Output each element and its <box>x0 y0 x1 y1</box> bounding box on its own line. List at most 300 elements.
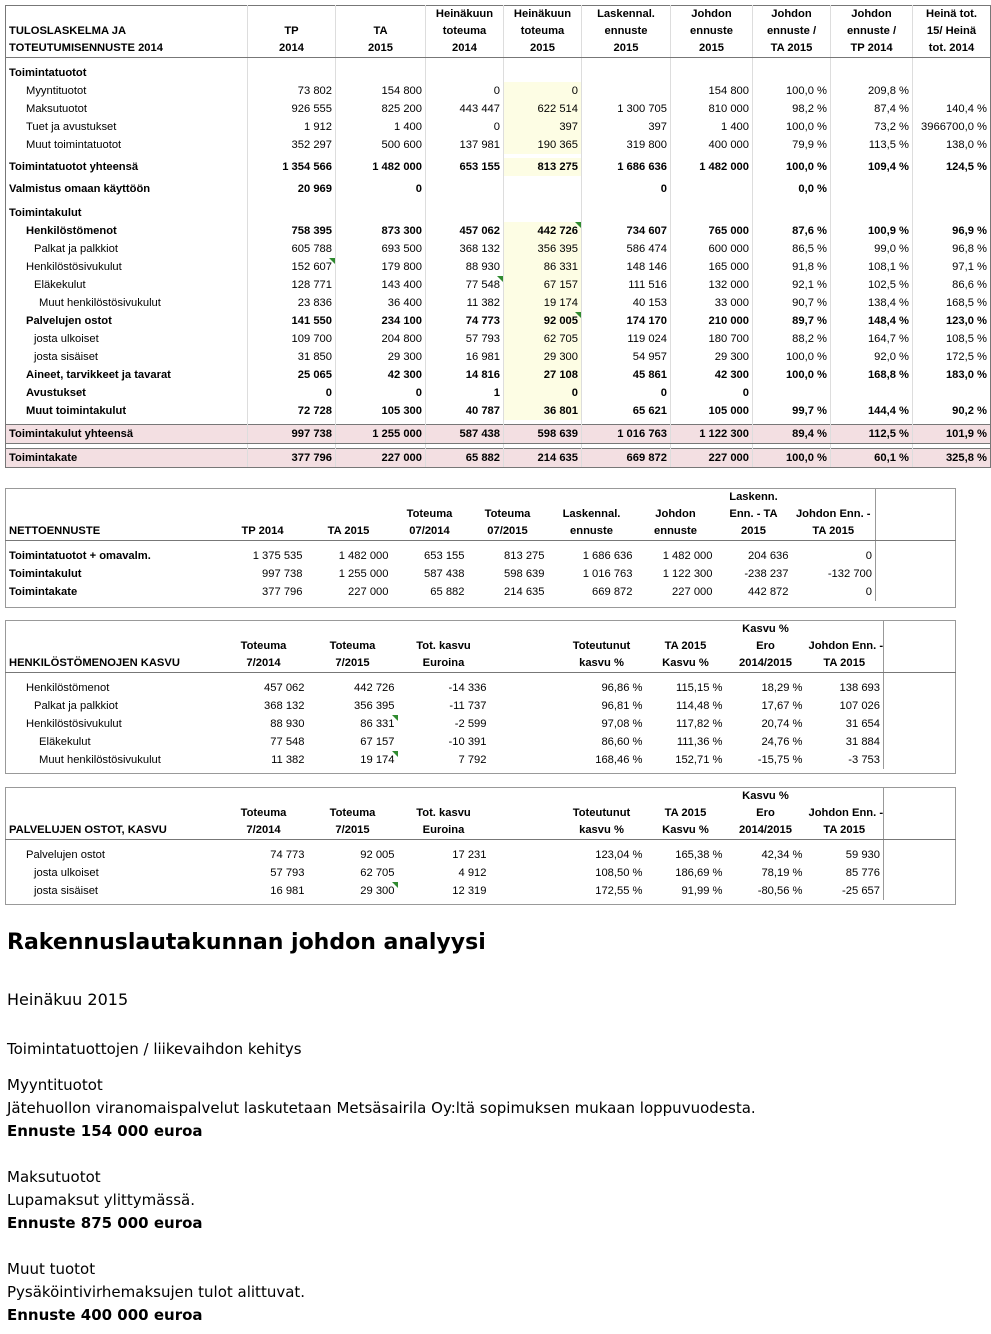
table-row <box>6 733 956 751</box>
total-row <box>6 425 991 444</box>
table-cell <box>306 489 392 507</box>
table-cell: 164,7 % <box>831 330 913 348</box>
row-label: Toimintakate <box>6 449 248 468</box>
table-cell: 0 <box>865 586 872 598</box>
services-growth-body <box>6 788 956 905</box>
table-cell: 1 686 636 <box>582 550 633 562</box>
table-cell <box>504 204 582 222</box>
table-cell: 123,04 % <box>595 849 643 861</box>
total-row <box>6 158 991 176</box>
analysis-line: Lupamaksut ylittymässä. <box>7 1191 196 1209</box>
table-cell: Johdon <box>753 6 831 24</box>
table-cell: 0 <box>336 384 426 402</box>
table-cell: 141 550 <box>248 312 336 330</box>
table-cell: 227 000 <box>672 586 713 598</box>
table-cell: 86,60 % <box>601 736 643 748</box>
table-cell: 90,7 % <box>753 294 831 312</box>
table-cell <box>913 204 991 222</box>
table-cell: Euroina <box>398 822 490 840</box>
header-row <box>6 40 991 58</box>
table-cell: 154 800 <box>336 82 426 100</box>
table-cell: 214 635 <box>504 449 582 468</box>
table-cell: 23 836 <box>248 294 336 312</box>
header-row <box>6 523 956 541</box>
table-cell: -3 753 <box>848 754 880 766</box>
table-cell: 07/2014 <box>392 523 468 541</box>
table-cell: 74 773 <box>270 849 305 861</box>
table-cell <box>336 204 426 222</box>
services-growth-table <box>5 787 956 905</box>
table-cell <box>831 384 913 402</box>
total-row <box>6 449 991 468</box>
table-cell: 997 738 <box>248 425 336 444</box>
table-cell: 442 726 <box>354 682 395 694</box>
table-row <box>6 258 991 276</box>
table-cell: Johdon Enn. - <box>808 640 884 652</box>
analysis-line: Ennuste 875 000 euroa <box>7 1214 203 1232</box>
table-cell: 138 693 <box>839 682 880 694</box>
table-cell: 152 607 <box>248 258 336 276</box>
table-cell <box>336 6 426 24</box>
table-cell: 29 300 <box>308 882 398 900</box>
table-cell <box>646 788 726 806</box>
table-cell: toteuma <box>504 23 582 40</box>
table-cell <box>884 846 956 864</box>
table-row <box>6 565 956 583</box>
table-cell: 1 354 566 <box>248 158 336 176</box>
table-cell <box>490 679 558 697</box>
analysis-line: Pysäköintivirhemaksujen tulot alittuvat. <box>7 1283 306 1301</box>
table-cell: 368 132 <box>264 700 305 712</box>
header-row <box>6 489 956 507</box>
header-row <box>6 655 956 673</box>
header-row <box>6 506 956 523</box>
table-cell <box>468 489 548 507</box>
table-cell: 65 621 <box>582 402 671 420</box>
table-cell: Toteutunut <box>572 807 631 819</box>
table-cell: Toteuma <box>240 807 287 819</box>
section-label-row <box>6 64 991 82</box>
table-cell: 0 <box>504 384 582 402</box>
personnel-growth-body <box>6 621 956 774</box>
table-cell: 397 <box>582 118 671 136</box>
table-cell: 14 816 <box>426 366 504 384</box>
table-cell <box>490 805 558 822</box>
table-cell <box>884 697 956 715</box>
table-cell: 0,0 % <box>753 180 831 198</box>
table-cell: Kasvu % <box>742 623 789 635</box>
row-label: Palkat ja palkkiot <box>34 700 118 712</box>
row-label: Muut henkilöstösivukulut <box>39 297 161 309</box>
table-cell: -10 391 <box>448 736 487 748</box>
table-cell: 91,99 % <box>681 885 723 897</box>
table-cell: 442 872 <box>748 586 789 598</box>
table-cell: -80,56 % <box>757 885 803 897</box>
table-cell: 500 600 <box>336 136 426 154</box>
table-cell: 105 000 <box>671 402 753 420</box>
table-cell <box>831 204 913 222</box>
table-cell: 209,8 % <box>831 82 913 100</box>
table-cell: Toteutunut <box>572 640 631 652</box>
table-cell: 97,1 % <box>913 258 991 276</box>
row-label: Aineet, tarvikkeet ja tavarat <box>26 369 171 381</box>
table-cell: 88,2 % <box>753 330 831 348</box>
header-row <box>6 621 956 639</box>
table-cell: 96,8 % <box>913 240 991 258</box>
table-cell: Toteuma <box>329 640 376 652</box>
table-cell: 186,69 % <box>675 867 723 879</box>
table-cell <box>876 523 956 541</box>
table-cell: 73 802 <box>248 82 336 100</box>
table-cell: 115,15 % <box>676 682 723 694</box>
table-cell: Laskenn. <box>729 491 778 503</box>
table-cell: Johdon <box>655 508 696 520</box>
table-cell: 101,9 % <box>913 425 991 444</box>
table-cell <box>308 788 398 806</box>
table-cell: ennuste / <box>831 23 913 40</box>
table-cell: TA 2015 <box>306 523 392 541</box>
table-cell: Johdon Enn. - <box>808 807 884 819</box>
row-label: josta sisäiset <box>34 885 99 897</box>
table-cell: 111,36 % <box>676 736 723 748</box>
table-cell: 148 146 <box>582 258 671 276</box>
table-cell: 227 000 <box>348 586 389 598</box>
table-cell: 168,8 % <box>831 366 913 384</box>
table-cell <box>884 715 956 733</box>
table-row <box>6 366 991 384</box>
table-cell: 113,5 % <box>831 136 913 154</box>
table-cell: 33 000 <box>671 294 753 312</box>
table-cell: 11 382 <box>426 294 504 312</box>
table-cell <box>490 621 558 639</box>
table-cell: 227 000 <box>336 449 426 468</box>
table-cell: 59 930 <box>845 849 880 861</box>
table-cell: 356 395 <box>504 240 582 258</box>
table-cell: 997 738 <box>262 568 303 580</box>
table-cell: 0 <box>504 82 582 100</box>
table-cell <box>398 788 490 806</box>
table-cell: 29 300 <box>336 348 426 366</box>
table-cell: 2014/2015 <box>726 822 806 840</box>
table-cell <box>248 64 336 82</box>
table-cell: 100,0 % <box>753 118 831 136</box>
table-cell: TA 2015 <box>806 822 884 840</box>
table-cell: TP 2014 <box>831 40 913 58</box>
table-cell: 96,9 % <box>913 222 991 240</box>
table-cell: 19 174 <box>308 751 398 769</box>
table-cell: 98,2 % <box>753 100 831 118</box>
table-cell: 17 231 <box>452 849 487 861</box>
table-cell: 7/2014 <box>220 655 308 673</box>
analysis-month: Heinäkuu 2015 <box>7 990 129 1009</box>
table-cell: 1 255 000 <box>336 425 426 444</box>
table-cell: 42 300 <box>671 366 753 384</box>
row-label <box>6 805 220 822</box>
table-cell: 204 800 <box>336 330 426 348</box>
table-cell: 88 930 <box>426 258 504 276</box>
table-cell <box>913 82 991 100</box>
table-cell: 587 438 <box>426 425 504 444</box>
table-cell: 19 174 <box>504 294 582 312</box>
table-cell <box>913 180 991 198</box>
table-cell <box>884 805 956 822</box>
table-cell: 86,5 % <box>753 240 831 258</box>
net-forecast-table <box>5 488 956 608</box>
table-cell: 605 788 <box>248 240 336 258</box>
row-label <box>6 489 220 507</box>
table-cell: -25 657 <box>842 885 880 897</box>
table-cell: Laskennal. <box>562 508 621 520</box>
table-cell: 2015 <box>716 523 792 541</box>
table-cell <box>426 64 504 82</box>
table-cell: 85 776 <box>845 867 880 879</box>
table-cell: 3966700,0 % <box>913 118 991 136</box>
table-cell: 17,67 % <box>761 700 803 712</box>
table-cell: 0 <box>582 384 671 402</box>
table-row <box>6 882 956 900</box>
table-cell: 0 <box>336 180 426 198</box>
table-cell: 128 771 <box>248 276 336 294</box>
table-cell: TA <box>336 23 426 40</box>
table-cell: 152,71 % <box>675 754 723 766</box>
table-cell: 87,4 % <box>831 100 913 118</box>
table-row <box>6 330 991 348</box>
table-cell <box>913 64 991 82</box>
table-cell: 352 297 <box>248 136 336 154</box>
table-cell: Enn. - TA <box>729 508 778 520</box>
row-label: Maksutuotot <box>26 103 87 115</box>
table-cell: ennuste / <box>753 23 831 40</box>
table-cell: kasvu % <box>558 822 646 840</box>
table-cell: 67 157 <box>504 276 582 294</box>
table-cell: 1 300 705 <box>582 100 671 118</box>
income-statement-body <box>6 6 991 468</box>
table-cell: 172,55 % <box>595 885 643 897</box>
table-cell: 62 705 <box>504 330 582 348</box>
table-cell <box>753 384 831 402</box>
table-cell: 138,0 % <box>913 136 991 154</box>
table-cell: 36 400 <box>336 294 426 312</box>
analysis-line: Myyntituotot <box>7 1076 103 1094</box>
section-label-row <box>6 204 991 222</box>
table-cell: 734 607 <box>582 222 671 240</box>
table-cell: 190 365 <box>504 136 582 154</box>
table-cell <box>490 822 558 840</box>
table-cell: 813 275 <box>504 158 582 176</box>
table-cell <box>884 751 956 769</box>
table-row <box>6 294 991 312</box>
table-cell: Laskennal. <box>582 6 671 24</box>
row-label: Henkilöstömenot <box>26 225 117 237</box>
table-row <box>6 751 956 769</box>
table-cell <box>490 655 558 673</box>
table-cell <box>490 751 558 769</box>
table-cell: 210 000 <box>671 312 753 330</box>
table-cell <box>490 846 558 864</box>
table-row <box>6 82 991 100</box>
analysis-line: Ennuste 400 000 euroa <box>7 1306 203 1324</box>
table-cell: 65 882 <box>426 449 504 468</box>
table-cell: 77 548 <box>426 276 504 294</box>
table-cell: 377 796 <box>248 449 336 468</box>
table-cell: 100,0 % <box>753 366 831 384</box>
table-cell: 0 <box>248 384 336 402</box>
table-cell: 31 884 <box>845 736 880 748</box>
table-row <box>6 240 991 258</box>
table-cell: 1 482 000 <box>338 550 389 562</box>
table-cell: Ero <box>756 640 775 652</box>
table-cell: 144,4 % <box>831 402 913 420</box>
table-cell: 89,7 % <box>753 312 831 330</box>
table-cell: 7 792 <box>458 754 487 766</box>
table-cell <box>548 489 636 507</box>
table-cell: 78,19 % <box>761 867 803 879</box>
table-cell <box>876 565 956 583</box>
table-cell: 356 395 <box>354 700 395 712</box>
table-cell: 2015 <box>671 40 753 58</box>
personnel-growth-table <box>5 620 956 774</box>
table-cell <box>876 547 956 565</box>
table-cell: 1 482 000 <box>662 550 713 562</box>
table-cell: 111 516 <box>582 276 671 294</box>
table-row <box>6 222 991 240</box>
spacer-row <box>6 769 956 774</box>
table-cell: TA 2015 <box>806 655 884 673</box>
table-cell: 92 005 <box>504 312 582 330</box>
table-cell: 234 100 <box>336 312 426 330</box>
row-label <box>6 788 220 806</box>
table-cell <box>884 733 956 751</box>
table-cell <box>490 715 558 733</box>
row-label: Eläkekulut <box>34 279 86 291</box>
table-cell: ennuste <box>636 523 716 541</box>
table-cell: 57 793 <box>270 867 305 879</box>
table-cell: 1 375 535 <box>252 550 303 562</box>
header-row <box>6 638 956 655</box>
table-cell: 669 872 <box>592 586 633 598</box>
row-label: Palvelujen ostot <box>26 315 112 327</box>
table-cell: 319 800 <box>582 136 671 154</box>
table-cell: 148,4 % <box>831 312 913 330</box>
table-cell: TP 2014 <box>220 523 306 541</box>
table-cell: 7/2015 <box>308 655 398 673</box>
table-cell: 96,81 % <box>601 700 643 712</box>
table-cell: 108,1 % <box>831 258 913 276</box>
table-row <box>6 864 956 882</box>
table-cell <box>671 64 753 82</box>
table-cell: 586 474 <box>582 240 671 258</box>
table-cell: 109,4 % <box>831 158 913 176</box>
table-cell: 174 170 <box>582 312 671 330</box>
table-cell: 873 300 <box>336 222 426 240</box>
table-cell: Kasvu % <box>646 655 726 673</box>
table-cell: 90,2 % <box>913 402 991 420</box>
table-cell <box>753 204 831 222</box>
header-row <box>6 822 956 840</box>
row-label: Palkat ja palkkiot <box>34 243 118 255</box>
table-cell: 1 482 000 <box>336 158 426 176</box>
row-label: Toimintatuotot + omavalm. <box>9 550 151 562</box>
row-label: Toimintakulut yhteensä <box>6 425 248 444</box>
row-label: TULOSLASKELMA JA <box>9 25 127 37</box>
row-label: Muut henkilöstösivukulut <box>39 754 161 766</box>
table-cell: 124,5 % <box>913 158 991 176</box>
table-cell <box>913 384 991 402</box>
table-cell: 368 132 <box>426 240 504 258</box>
table-cell: 29 300 <box>671 348 753 366</box>
table-cell <box>831 180 913 198</box>
table-cell <box>806 788 884 806</box>
table-cell <box>220 506 306 523</box>
table-cell: 112,5 % <box>831 425 913 444</box>
table-cell <box>884 655 956 673</box>
table-cell: 97,08 % <box>601 718 643 730</box>
table-cell: 16 981 <box>426 348 504 366</box>
row-label: Henkilöstösivukulut <box>26 261 122 273</box>
table-cell: 2015 <box>504 40 582 58</box>
table-cell <box>884 822 956 840</box>
row-label: Palvelujen ostot <box>26 849 105 861</box>
table-cell <box>876 489 956 507</box>
table-cell: Johdon <box>671 6 753 24</box>
table-cell: 25 065 <box>248 366 336 384</box>
table-cell: 79,9 % <box>753 136 831 154</box>
table-row <box>6 348 991 366</box>
table-cell: 457 062 <box>264 682 305 694</box>
table-cell: 89,4 % <box>753 425 831 444</box>
table-cell: 108,50 % <box>595 867 643 879</box>
table-cell: Johdon Enn. - <box>795 508 871 520</box>
table-cell: 179 800 <box>336 258 426 276</box>
table-cell: -238 237 <box>744 568 789 580</box>
row-label: HENKILÖSTÖMENOJEN KASVU <box>6 655 220 673</box>
table-cell: 172,5 % <box>913 348 991 366</box>
row-label: Tuet ja avustukset <box>26 121 117 133</box>
table-row <box>6 846 956 864</box>
table-cell: 36 801 <box>504 402 582 420</box>
table-cell: 100,0 % <box>753 449 831 468</box>
row-label <box>6 621 220 639</box>
table-cell: -132 700 <box>827 568 872 580</box>
table-cell: -2 599 <box>454 718 487 730</box>
table-cell: ennuste <box>671 23 753 40</box>
table-cell: Toteuma <box>484 508 531 520</box>
table-cell: 377 796 <box>262 586 303 598</box>
table-cell <box>636 489 716 507</box>
table-cell: 107 026 <box>839 700 880 712</box>
table-cell <box>248 204 336 222</box>
table-cell: 54 957 <box>582 348 671 366</box>
table-cell: 825 200 <box>336 100 426 118</box>
table-cell: tot. 2014 <box>913 40 991 58</box>
table-cell: 57 793 <box>426 330 504 348</box>
table-cell: Heinäkuun <box>504 6 582 24</box>
table-cell: 7/2014 <box>220 822 308 840</box>
analysis-subtitle: Toimintatuottojen / liikevaihdon kehitys <box>7 1040 302 1058</box>
table-cell <box>582 82 671 100</box>
table-cell: 74 773 <box>426 312 504 330</box>
table-cell: 442 726 <box>504 222 582 240</box>
table-cell: 60,1 % <box>831 449 913 468</box>
table-cell <box>490 638 558 655</box>
table-cell: 40 787 <box>426 402 504 420</box>
table-cell: TA 2015 <box>792 523 876 541</box>
table-cell: 109 700 <box>248 330 336 348</box>
table-cell: 100,0 % <box>753 82 831 100</box>
table-cell: Johdon <box>831 6 913 24</box>
analysis-line: Maksutuotot <box>7 1168 101 1186</box>
table-cell: 1 122 300 <box>662 568 713 580</box>
